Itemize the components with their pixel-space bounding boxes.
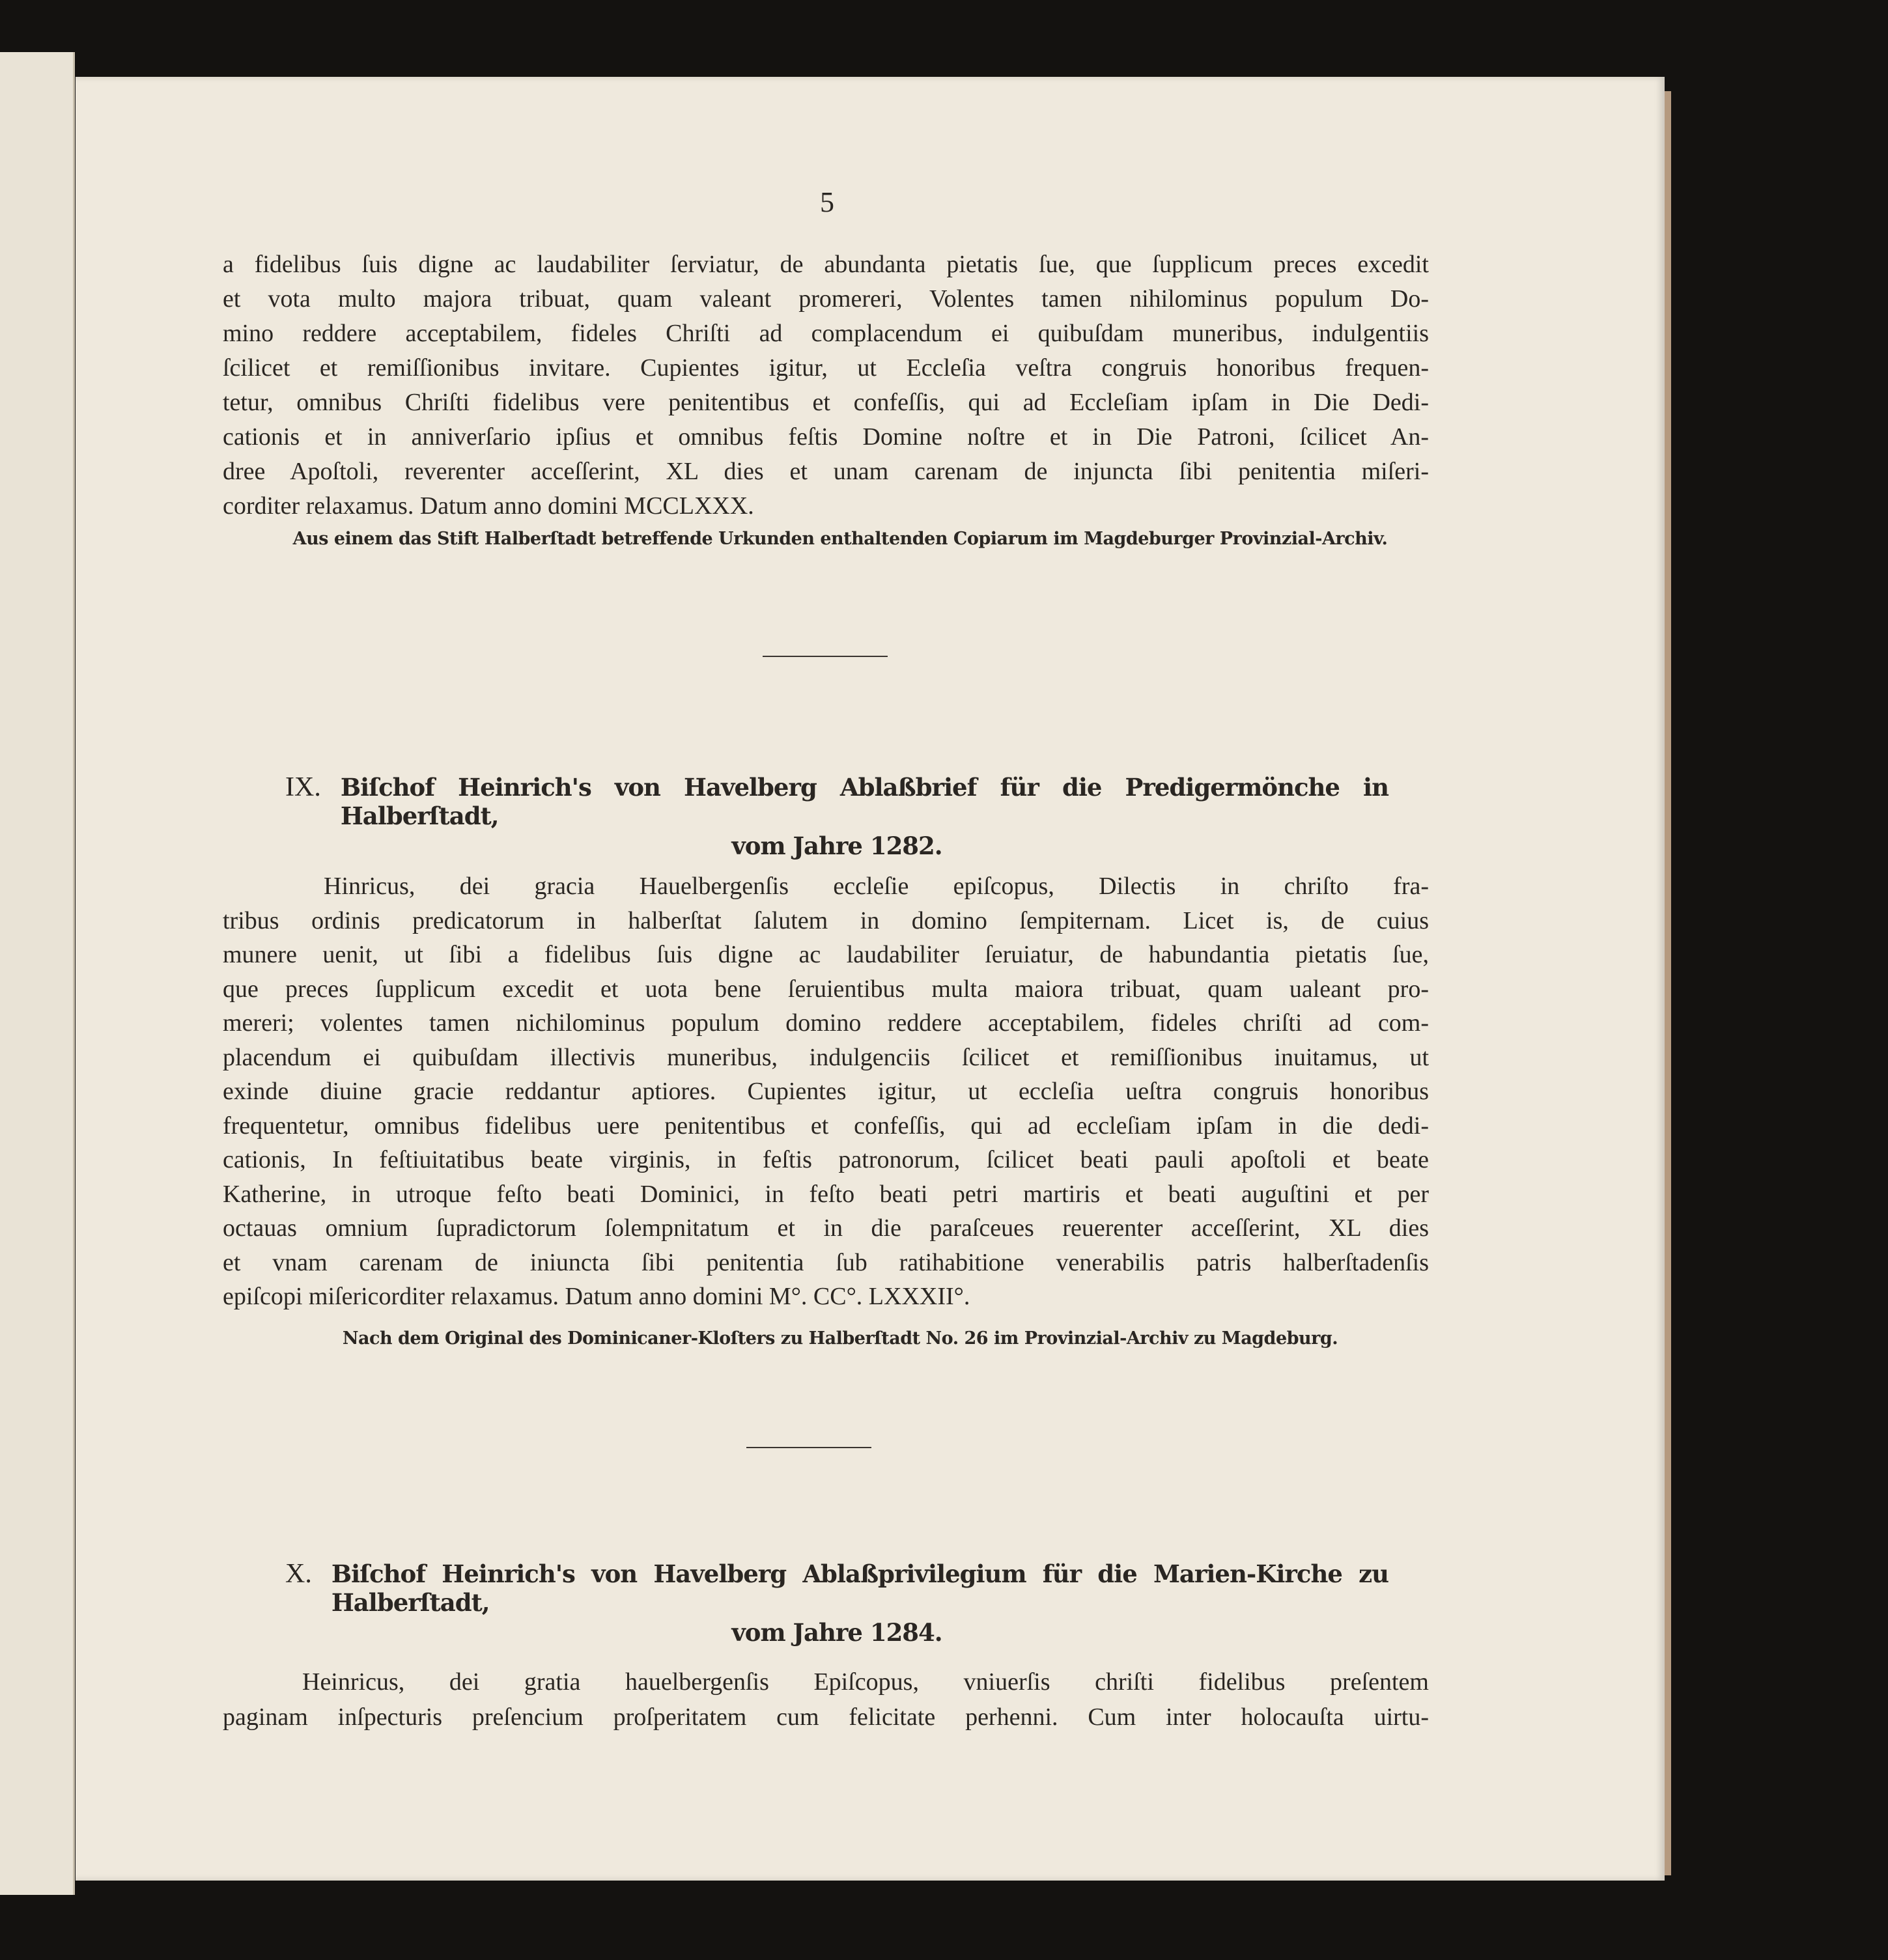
section-divider [746,1447,871,1448]
text-line: mino reddere acceptabilem, fideles Chriſti ad complacendum ei quibuſdam muneribus, indulgentiis [223,320,1429,347]
section-number: X. [285,1559,312,1589]
text-line: tetur, omnibus Chriſti fidelibus vere penitentibus et confeſſis, qui ad Eccleſiam ipſam in Die Dedi- [223,389,1429,416]
text-line: dree Apoſtoli, reverenter acceſſerint, XL dies et unam carenam de injuncta ſibi penitentia miſeri- [223,458,1429,485]
text-line: paginam inſpecturis preſencium proſperitatem cum felicitate perhenni. Cum inter holocauſta uirtu- [223,1703,1429,1731]
text-line: epiſcopi miſericorditer relaxamus. Datum anno domini M°. CC°. LXXXII°. [223,1283,970,1310]
paragraph-section-x [223,1664,1429,1735]
text-line: cationis, In feſtiuitatibus beate virginis, in feſtis patronorum, ſcilicet beati pauli apoſtoli et beate [223,1146,1429,1173]
source-note: Nach dem Original des Dominicaner-Kloſters zu Halberſtadt No. 26 im Provinzial-Archiv zu Magdeburg. [342,1328,1338,1349]
text-line: octauas omnium ſupradictorum ſolempnitatum et in die paraſceues reuerenter acceſſerint, XL dies [223,1214,1429,1242]
text-line: corditer relaxamus. Datum anno domini MCCLXXX. [223,492,754,520]
text-line: a fidelibus ſuis digne ac laudabiliter ſerviatur, de abundanta pietatis ſue, que ſupplicum preces excedit [223,251,1429,278]
text-line: et vnam carenam de iniuncta ſibi penitentia ſub ratihabitione venerabilis patris halberſtadenſis [223,1248,1429,1276]
section-heading-ix [285,772,1388,860]
source-note: Aus einem das Stift Halberſtadt betreffende Urkunden enthaltenden Copiarum im Magdeburger Provinzial-Archiv. [292,529,1388,549]
text-line: cationis et in anniverſario ipſius et omnibus feſtis Domine noſtre et in Die Patroni, ſcilicet An- [223,423,1429,451]
text-line: munere uenit, ut ſibi a fidelibus ſuis digne ac laudabiliter ſeruiatur, de habundantia pietatis ſue, [223,941,1429,968]
text-line: Hinricus, dei gracia Hauelbergenſis eccleſie epiſcopus, Dilectis in chriſto fra- [324,873,1429,900]
section-title: Biſchof Heinrich's von Havelberg Ablaßbrief für die Predigermönche in Halberſtadt, [340,773,1388,830]
section-divider [763,656,888,657]
left-page-edge [0,52,75,1895]
section-title-year: vom Jahre 1284. [731,1618,942,1647]
section-title: Biſchof Heinrich's von Havelberg Ablaßprivilegium für die Marien-Kirche zu Halberſtadt, [331,1560,1388,1617]
text-line: ſcilicet et remiſſionibus invitare. Cupientes igitur, ut Eccleſia veſtra congruis honoribus frequen- [223,354,1429,382]
section-number: IX. [285,772,321,802]
text-line: Katherine, in utroque feſto beati Dominici, in feſto beati petri martiris et beati auguſtini et per [223,1180,1429,1208]
text-line: et vota multo majora tribuat, quam valeant promereri, Volentes tamen nihilominus populum Do- [223,285,1429,313]
text-line: placendum ei quibuſdam illectivis muneribus, indulgenciis ſcilicet et remiſſionibus inuitamus, ut [223,1043,1429,1071]
section-title-year: vom Jahre 1282. [731,832,942,860]
text-line: frequentetur, omnibus fidelibus uere penitentibus et confeſſis, qui ad eccleſiam ipſam in die dedi- [223,1112,1429,1140]
section-heading-x [285,1558,1388,1647]
text-line: exinde diuine gracie reddantur aptiores. Cupientes igitur, ut eccleſia ueſtra congruis honoribus [223,1078,1429,1105]
text-line: que preces ſupplicum excedit et uota bene ſeruientibus multa maiora tribuat, quam ualeant pro- [223,975,1429,1003]
paragraph-continuation [223,247,1429,524]
text-line: Heinricus, dei gratia hauelbergenſis Epiſcopus, vniuerſis chriſti fidelibus preſentem [302,1668,1429,1696]
text-line: tribus ordinis predicatorum in halberſtat ſalutem in domino ſempiternam. Licet is, de cuius [223,906,1429,934]
page-stack-edge [1665,91,1671,1875]
text-line: mereri; volentes tamen nichilominus populum domino reddere acceptabilem, fideles chriſti ad com- [223,1009,1429,1037]
page-number: 5 [820,186,834,218]
paragraph-section-ix [223,869,1429,1314]
